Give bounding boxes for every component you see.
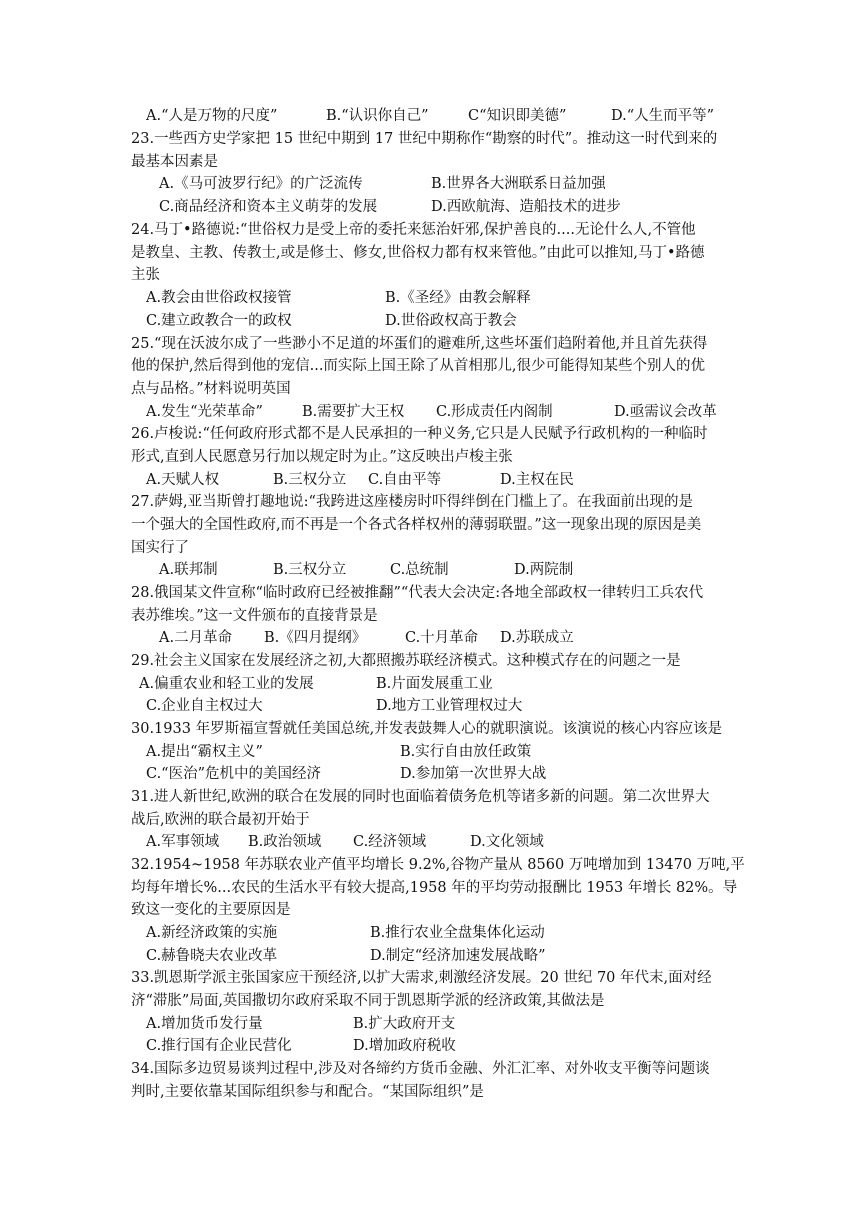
q26-option-a: A.天赋人权 bbox=[146, 472, 220, 488]
q31-option-b: B.政治领域 bbox=[248, 834, 322, 850]
q32-stem-line3: 致这一变化的主要原因是 bbox=[131, 902, 291, 918]
q31-stem-line2: 战后,欧洲的联合最初开始于 bbox=[131, 812, 310, 828]
q24-option-a: A.教会由世俗政权接管 bbox=[146, 290, 292, 306]
q25-stem-line3: 点与品格。”材料说明英国 bbox=[131, 381, 291, 397]
q33-option-c: C.推行国有企业民营化 bbox=[146, 1038, 292, 1054]
q26-option-d: D.主权在民 bbox=[500, 472, 574, 488]
q33-option-b: B.扩大政府开支 bbox=[353, 1016, 456, 1032]
q30-option-c: C.“医治”危机中的美国经济 bbox=[146, 766, 322, 782]
q28-option-d: D.苏联成立 bbox=[500, 630, 574, 646]
q23-option-d: D.西欧航海、造船技术的进步 bbox=[431, 199, 621, 215]
q29-option-d: D.地方工业管理权过大 bbox=[376, 698, 523, 714]
q31-option-d: D.文化领域 bbox=[470, 834, 544, 850]
q28-stem-line2: 表苏维埃。”这一文件颁布的直接背景是 bbox=[131, 608, 378, 624]
q24-stem-line2: 是教皇、主教、传教士,或是修士、修女,世俗权力都有权来管他。”由此可以推知,马丁•路德 bbox=[131, 245, 705, 261]
q29-option-c: C.企业自主权过大 bbox=[146, 698, 263, 714]
q29-option-a: A.偏重农业和轻工业的发展 bbox=[139, 676, 314, 692]
q27-stem-line3: 国实行了 bbox=[131, 540, 189, 556]
q32-option-a: A.新经济政策的实施 bbox=[146, 925, 278, 941]
q32-stem-line2: 均每年增长%...农民的生活水平有较大提高,1958 年的平均劳动报酬比 1953 年增长 82%。导 bbox=[131, 880, 738, 896]
q28-stem-line1: 28.俄国某文件宣称“临时政府已经被推翻”“代表大会决定:各地全部政权一律转归工兵农代 bbox=[131, 585, 704, 601]
q28-option-a: A.二月革命 bbox=[159, 630, 233, 646]
q24-option-b: B.《圣经》由教会解释 bbox=[385, 290, 531, 306]
q28-option-c: C.十月革命 bbox=[405, 630, 479, 646]
q25-option-c: C.形成责任内阁制 bbox=[436, 404, 553, 420]
q27-stem-line2: 一个强大的全国性政府,而不再是一个各式各样权州的薄弱联盟。”这一现象出现的原因是美 bbox=[131, 517, 702, 533]
q30-option-a: A.提出“霸权主义” bbox=[146, 744, 263, 760]
q32-stem-line1: 32.1954~1958 年苏联农业产值平均增长 9.2%,谷物产量从 8560 万吨增加到 13470 万吨,平 bbox=[131, 857, 745, 873]
q30-option-d: D.参加第一次世界大战 bbox=[400, 766, 547, 782]
q27-option-a: A.联邦制 bbox=[159, 562, 218, 578]
q27-option-c: C.总统制 bbox=[390, 562, 449, 578]
q25-option-d: D.亟需议会改革 bbox=[614, 404, 717, 420]
q29-stem-line1: 29.社会主义国家在发展经济之初,大都照搬苏联经济模式。这种模式存在的问题之一是 bbox=[131, 653, 681, 669]
q33-stem-line1: 33.凯恩斯学派主张国家应干预经济,以扩大需求,刺激经济发展。20 世纪 70 年代末,面对经 bbox=[131, 970, 712, 986]
q27-stem-line1: 27.萨姆,亚当斯曾打趣地说:“我跨进这座楼房时吓得绊倒在门槛上了。在我面前出现的是 bbox=[131, 494, 693, 510]
q23-option-a: A.《马可波罗行纪》的广泛流传 bbox=[159, 176, 363, 192]
q34-stem-line2: 判时,主要依靠某国际组织参与和配合。“某国际组织”是 bbox=[131, 1084, 484, 1100]
q28-option-b: B.《四月提纲》 bbox=[264, 630, 367, 646]
q23-stem-line1: 23.一些西方史学家把 15 世纪中期到 17 世纪中期称作“勘察的时代”。推动这一时代到来的 bbox=[131, 131, 718, 147]
q31-option-a: A.军事领域 bbox=[146, 834, 220, 850]
q22-option-d: D.“人生而平等” bbox=[611, 108, 715, 124]
q33-option-a: A.增加货币发行量 bbox=[146, 1016, 263, 1032]
q33-stem-line2: 济“滞胀”局面,英国撒切尔政府采取不同于凯恩斯学派的经济政策,其做法是 bbox=[131, 993, 605, 1009]
q26-option-c: C.自由平等 bbox=[368, 472, 442, 488]
q31-option-c: C.经济领域 bbox=[353, 834, 427, 850]
q23-stem-line2: 最基本因素是 bbox=[131, 154, 218, 170]
q22-option-b: B.“认识你自己” bbox=[326, 108, 429, 124]
q25-option-b: B.需要扩大王权 bbox=[302, 404, 405, 420]
q33-option-d: D.增加政府税收 bbox=[353, 1038, 456, 1054]
q23-option-c: C.商品经济和资本主义萌芽的发展 bbox=[159, 199, 378, 215]
q32-option-b: B.推行农业全盘集体化运动 bbox=[370, 925, 545, 941]
q22-option-a: A.“人是万物的尺度” bbox=[146, 108, 278, 124]
q25-stem-line1: 25.“现在沃波尔成了一些渺小不足道的坏蛋们的避难所,这些坏蛋们趋附着他,并且首先获得 bbox=[131, 336, 708, 352]
q32-option-c: C.赫鲁晓夫农业改革 bbox=[146, 948, 278, 964]
q29-option-b: B.片面发展重工业 bbox=[376, 676, 493, 692]
q24-option-d: D.世俗政权高于教会 bbox=[385, 313, 517, 329]
q22-option-c: C“知识即美德” bbox=[468, 108, 567, 124]
q25-stem-line2: 他的保护,然后得到他的宠信...而实际上国王除了从首相那儿,很少可能得知某些个别人的优 bbox=[131, 358, 706, 374]
q26-stem-line1: 26.卢梭说:“任何政府形式都不是人民承担的一种义务,它只是人民赋予行政机构的一种临时 bbox=[131, 426, 708, 442]
q26-stem-line2: 形式,直到人民愿意另行加以规定时为止。”这反映出卢梭主张 bbox=[131, 449, 513, 465]
q31-stem-line1: 31.进人新世纪,欧洲的联合在发展的同时也面临着债务危机等诸多新的问题。第二次世界大 bbox=[131, 789, 710, 805]
q24-stem-line3: 主张 bbox=[131, 267, 160, 283]
q24-stem-line1: 24.马丁•路德说:“世俗权力是受上帝的委托来惩治奸邪,保护善良的....无论什么人,不管他 bbox=[131, 222, 696, 238]
q24-option-c: C.建立政教合一的政权 bbox=[146, 313, 292, 329]
q26-option-b: B.三权分立 bbox=[273, 472, 347, 488]
q25-option-a: A.发生“光荣革命” bbox=[146, 404, 263, 420]
q27-option-d: D.两院制 bbox=[514, 562, 574, 578]
q23-option-b: B.世界各大洲联系日益加强 bbox=[431, 176, 606, 192]
q30-stem-line1: 30.1933 年罗斯福宣誓就任美国总统,并发表鼓舞人心的就职演说。该演说的核心内容应该是 bbox=[131, 721, 723, 737]
q27-option-b: B.三权分立 bbox=[273, 562, 347, 578]
q34-stem-line1: 34.国际多边贸易谈判过程中,涉及对各缔约方货币金融、外汇汇率、对外收支平衡等问题谈 bbox=[131, 1061, 710, 1077]
q32-option-d: D.制定“经济加速发展战略” bbox=[370, 948, 546, 964]
q30-option-b: B.实行自由放任政策 bbox=[400, 744, 532, 760]
